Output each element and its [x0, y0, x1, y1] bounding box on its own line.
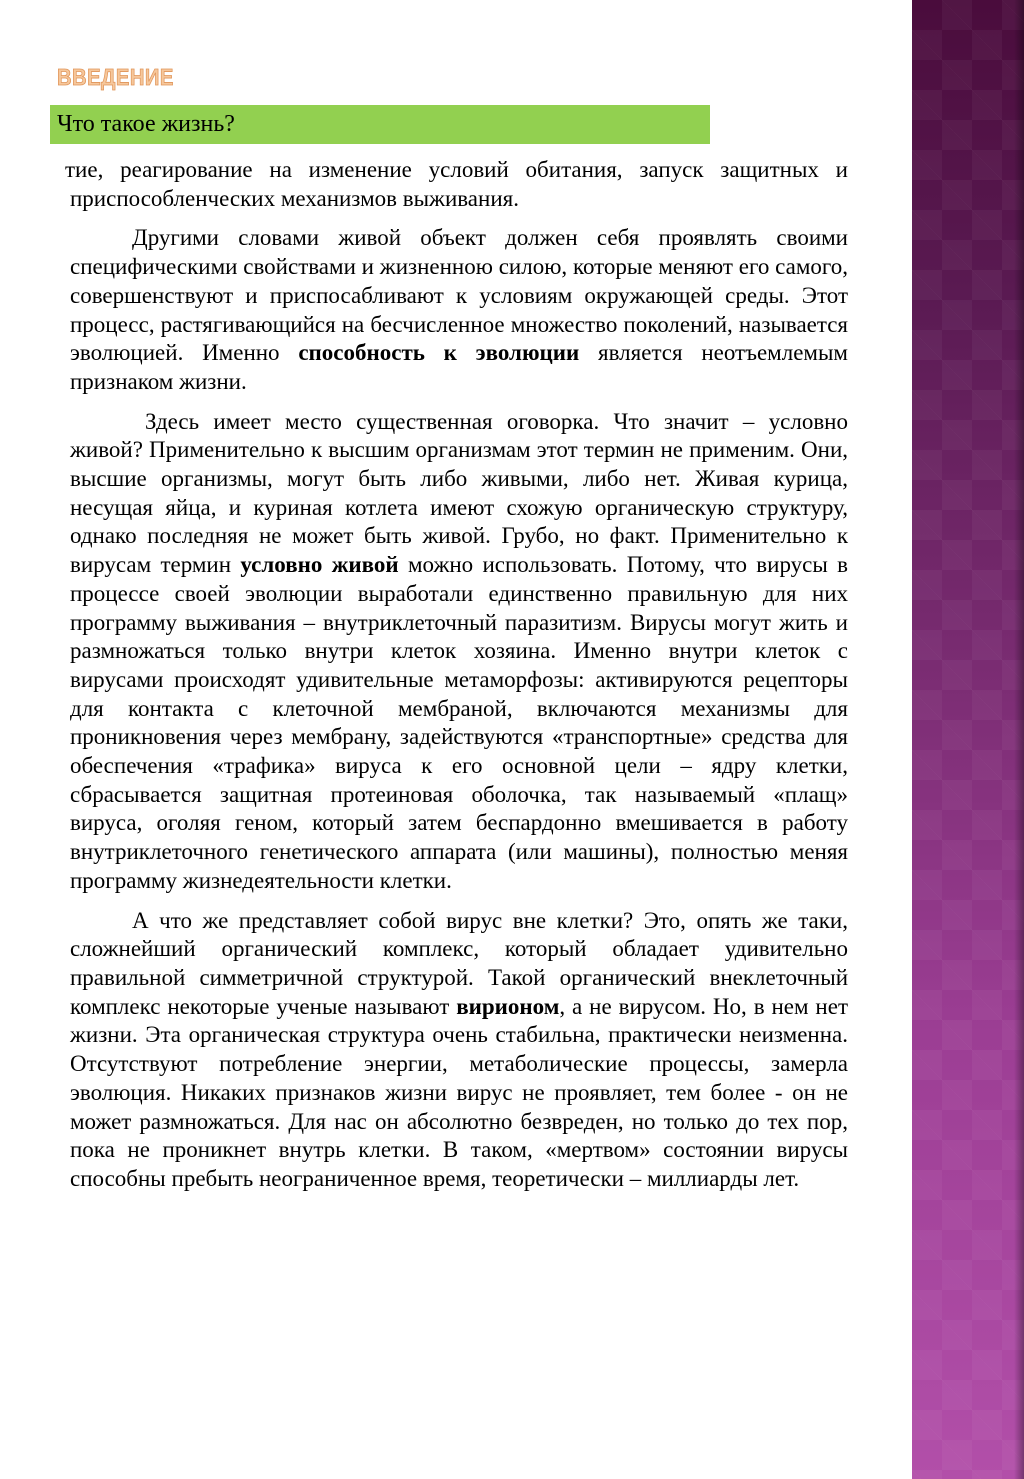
text: Здесь имеет место существенная оговорка. Что значит – условно живой? Применительно к высшим организмам этот термин не применим. Они, высшие организмы, могут быть либо живыми, либо нет. Живая курица, несущая яйца, и куриная котлета имеют схожую органическую структуру, однако последняя не может быть живой. Грубо, но факт. Применительно к вирусам термин: [70, 408, 848, 578]
body-text: [65, 156, 849, 1205]
text: А что же представляет собой вирус вне клетки? Это, опять же таки, сложнейший органический комплекс, который обладает удивительно правильной симметричной структурой. Такой органический внеклеточный комплекс некоторые ученые называют: [70, 907, 848, 1019]
paragraph: [70, 907, 848, 1194]
bold-term: вирионом: [456, 993, 560, 1019]
bold-term: условно живой: [240, 552, 399, 578]
decorative-sidebar: [912, 0, 1024, 1479]
topic-header-bar: [50, 105, 710, 144]
section-title: ВВЕДЕНИЕ: [57, 64, 174, 90]
text: , а не вирусом. Но, в нем нет жизни. Эта органическая структура очень стабильна, практически неизменна. Отсутствуют потребление энергии, метаболические процессы, замерла эволюция. Никаких признаков жизни вирус не проявляет, тем более - он не может размножаться. Для нас он абсолютно безвреден, но только до тех пор, пока не проникнет внутрь клетки. В таком, «мертвом» состоянии вирусы способны пребыть неограниченное время, теоретически – миллиарды лет.: [70, 993, 849, 1191]
paragraph: [70, 408, 848, 896]
topic-title: Что такое жизнь?: [57, 111, 235, 137]
text: можно использовать. Потому, что вирусы в процессе своей эволюции выработали единственно правильную для них программу выживания – внутриклеточный паразитизм. Вирусы могут жить и размножаться только внутри клеток хозяина. Именно внутри клеток с вирусами происходят удивительные метаморфозы: активируются рецепторы для контакта с клеточной мембраной, включаются механизмы для проникновения через мембрану, задействуются «транспортные» средства для обеспечения «трафика» вируса к его основной цели – ядру клетки, сбрасывается защитная протеиновая оболочка, так называемый «плащ» вируса, оголяя геном, который затем беспардонно вмешивается в работу внутриклеточного генетического аппарата (или машины), полностью меняя программу жизнедеятельности клетки.: [70, 552, 849, 893]
paragraph: тие, реагирование на изменение условий обитания, запуск защитных и приспособленческих механизмов выживания.: [65, 157, 848, 211]
paragraph: [70, 224, 848, 396]
text: является неотъемлемым признаком жизни.: [70, 340, 848, 394]
text: Другими словами живой объект должен себя проявлять своими специфическими свойствами и жизненною силою, которые меняют его самого, совершенствуют и приспосабливают к условиям окружающей среды. Этот процесс, растягивающийся на бесчисленное множество поколений, называется эволюцией. Именно: [70, 225, 848, 366]
bold-term: способность к эволюции: [298, 340, 580, 366]
